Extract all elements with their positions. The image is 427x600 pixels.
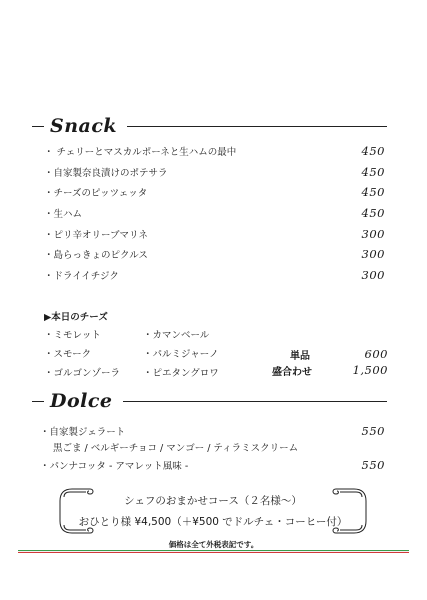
menu-item bbox=[44, 244, 385, 265]
item-price: 300 bbox=[361, 267, 385, 282]
cheese-list-left bbox=[44, 324, 120, 381]
dolce-section-header bbox=[32, 389, 387, 413]
item-price: 550 bbox=[361, 424, 385, 438]
cheese-list-right bbox=[143, 324, 219, 381]
italian-flag-stripe bbox=[18, 550, 409, 553]
menu-item bbox=[44, 223, 385, 244]
cheese-platter-row bbox=[272, 362, 388, 378]
cheese-single-label: 単品 bbox=[290, 350, 310, 362]
panna-line bbox=[40, 457, 385, 473]
header-rule bbox=[123, 401, 387, 402]
item-price: 450 bbox=[361, 185, 385, 200]
dolce-panna-cotta bbox=[40, 457, 385, 473]
item-price: 300 bbox=[361, 226, 385, 241]
tax-note: 価格は全て外税表記です。 bbox=[168, 540, 259, 549]
menu-item bbox=[44, 265, 385, 286]
cheese-item: ・ミモレット bbox=[44, 329, 101, 341]
course-title: シェフのおまかせコース（２名様〜） bbox=[124, 495, 302, 507]
item-name: ・ピリ辛オリーブマリネ bbox=[44, 229, 148, 241]
gelato-flavors: 黒ごま / ベルギーチョコ / マンゴー / ティラミスクリーム bbox=[53, 443, 299, 454]
cheese-item: ・カマンベール bbox=[143, 329, 210, 341]
item-name: ・ チェリーとマスカルポーネと生ハムの最中 bbox=[44, 147, 237, 159]
item-name: ・島らっきょのピクルス bbox=[44, 250, 148, 262]
course-price: おひとり様 ¥4,500（＋¥500 でドルチェ・コーヒー付） bbox=[78, 516, 348, 528]
cheese-platter-label: 盛合わせ bbox=[272, 366, 312, 378]
cheese-item: ・ゴルゴンゾーラ bbox=[44, 367, 121, 379]
cheese-item: ・ピエタングロワ bbox=[143, 367, 219, 379]
flag-red-line bbox=[18, 552, 409, 553]
item-name: ・生ハム bbox=[44, 209, 83, 221]
snack-section-header bbox=[32, 114, 387, 138]
cheese-single-price: 600 bbox=[364, 347, 388, 361]
item-price: 300 bbox=[361, 247, 385, 262]
item-price: 450 bbox=[361, 144, 385, 159]
header-dash bbox=[32, 401, 44, 402]
item-price: 450 bbox=[361, 164, 385, 179]
header-rule bbox=[127, 126, 387, 127]
item-name: ・パンナコッタ - アマレット風味 - bbox=[40, 461, 189, 472]
header-dash bbox=[32, 126, 44, 127]
item-name: ・チーズのピッツェッタ bbox=[44, 188, 148, 200]
course-box bbox=[56, 487, 370, 535]
cheese-prices bbox=[272, 346, 388, 378]
menu-item bbox=[44, 141, 385, 162]
item-price: 550 bbox=[361, 458, 385, 472]
cheese-single-row bbox=[272, 346, 388, 362]
cheese-heading: ▶本日のチーズ bbox=[44, 312, 108, 323]
item-price: 450 bbox=[361, 206, 385, 221]
snack-list bbox=[44, 141, 385, 285]
cheese-item: ・スモーク bbox=[44, 348, 92, 360]
menu-item bbox=[44, 182, 385, 203]
menu-item bbox=[44, 162, 385, 183]
gelato-line bbox=[40, 423, 385, 439]
cheese-item: ・パルミジャーノ bbox=[143, 348, 219, 360]
menu-item bbox=[44, 203, 385, 224]
cheese-platter-price: 1,500 bbox=[352, 363, 388, 377]
item-name: ・自家製ジェラート bbox=[40, 427, 126, 438]
snack-title: Snack bbox=[50, 115, 118, 137]
item-name: ・自家製奈良漬けのポテサラ bbox=[44, 167, 168, 179]
dolce-gelato bbox=[40, 423, 385, 455]
dolce-title: Dolce bbox=[50, 390, 113, 412]
item-name: ・ドライイチジク bbox=[44, 270, 119, 282]
